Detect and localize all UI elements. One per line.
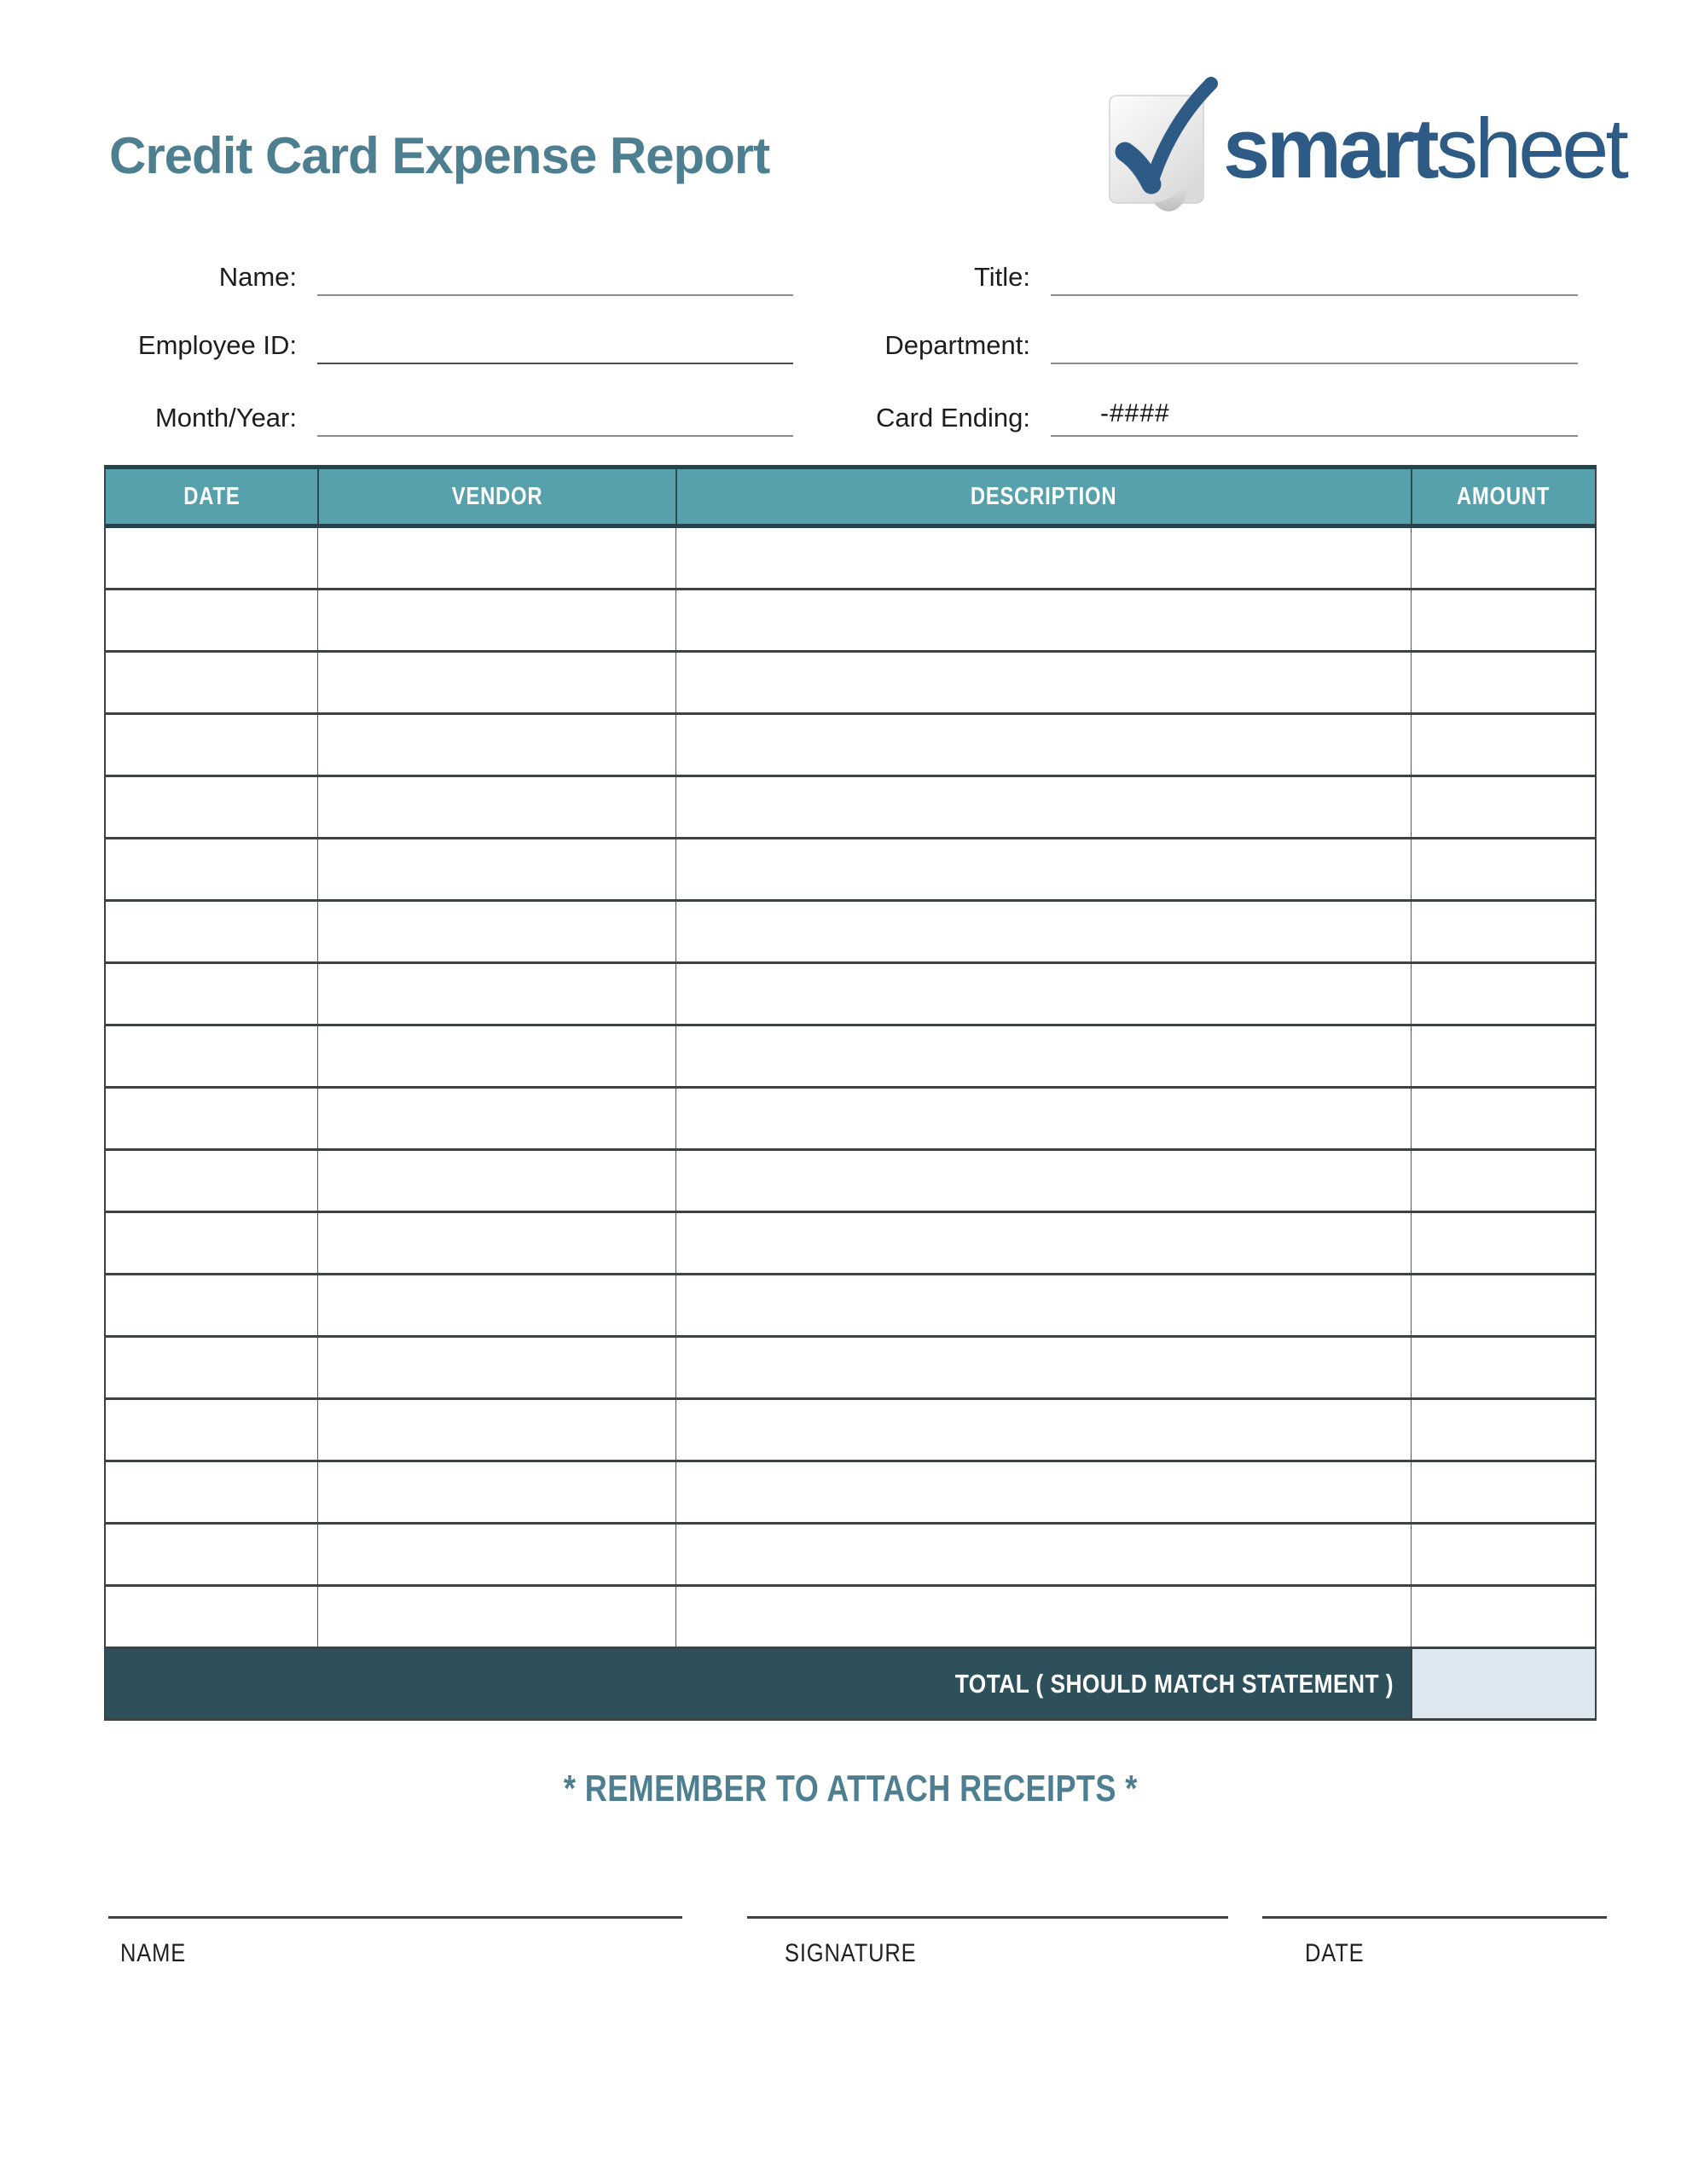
total-row [104,1649,1597,1721]
table-row [104,1525,1597,1587]
table-cell[interactable] [106,1089,317,1148]
table-cell[interactable] [1411,1213,1595,1273]
table-row [104,777,1597,839]
table-cell[interactable] [106,1026,317,1086]
table-cell[interactable] [675,1587,1411,1647]
field-title [843,253,1578,296]
table-cell[interactable] [106,1338,317,1397]
table-cell[interactable] [1411,839,1595,899]
table-cell[interactable] [106,902,317,961]
department-label: Department: [884,330,1030,360]
table-cell[interactable] [675,1400,1411,1460]
table-cell[interactable] [1411,715,1595,775]
table-cell[interactable] [1411,1275,1595,1335]
table-cell[interactable] [1411,1525,1595,1584]
table-row [104,528,1597,590]
smartsheet-logo [1103,73,1626,217]
table-cell[interactable] [317,1400,675,1460]
table-cell[interactable] [675,715,1411,775]
table-cell[interactable] [675,1525,1411,1584]
table-cell[interactable] [1411,1587,1595,1647]
table-row [104,715,1597,777]
card-ending-label: Card Ending: [876,403,1030,433]
card-ending-hint: -#### [1100,399,1170,427]
table-cell[interactable] [675,1026,1411,1086]
field-card-ending [843,394,1578,437]
table-cell[interactable] [106,1587,317,1647]
table-cell[interactable] [317,1525,675,1584]
title-label: Title: [973,262,1030,292]
signature-name-label: NAME [120,1939,187,1967]
table-row [104,1338,1597,1400]
table-cell[interactable] [106,964,317,1024]
wordmark-sheet: sheet [1435,101,1626,195]
table-cell[interactable] [1411,1338,1595,1397]
employee-id-label: Employee ID: [137,330,297,360]
table-cell[interactable] [317,653,675,712]
card-ending-input[interactable] [1051,396,1578,437]
signature-name-line[interactable] [108,1916,682,1968]
table-cell[interactable] [1411,777,1595,837]
table-row [104,1213,1597,1275]
table-cell[interactable] [106,1151,317,1211]
table-cell[interactable] [317,839,675,899]
total-label: TOTAL ( SHOULD MATCH STATEMENT ) [954,1668,1394,1699]
table-cell[interactable] [106,777,317,837]
table-cell[interactable] [106,590,317,650]
table-row [104,653,1597,715]
employee-id-input[interactable] [317,323,793,364]
table-row [104,1587,1597,1649]
table-cell[interactable] [317,1026,675,1086]
total-value-cell[interactable] [1411,1649,1595,1718]
table-row [104,1026,1597,1089]
table-cell[interactable] [1411,653,1595,712]
table-cell[interactable] [317,715,675,775]
header-vendor: VENDOR [317,469,675,524]
table-cell[interactable] [106,1462,317,1522]
table-cell[interactable] [1411,1026,1595,1086]
table-cell[interactable] [675,902,1411,961]
table-cell[interactable] [675,653,1411,712]
table-cell[interactable] [317,1587,675,1647]
table-cell[interactable] [317,902,675,961]
signature-date-label: DATE [1305,1939,1365,1967]
table-cell[interactable] [1411,902,1595,961]
smartsheet-logo-icon [1103,73,1218,217]
table-cell[interactable] [675,590,1411,650]
header-date: DATE [183,482,241,510]
table-cell[interactable] [106,839,317,899]
table-cell[interactable] [1411,964,1595,1024]
table-cell[interactable] [106,653,317,712]
table-row [104,590,1597,653]
table-cell[interactable] [675,839,1411,899]
page-title: Credit Card Expense Report [109,127,770,184]
field-name [104,253,793,296]
table-cell[interactable] [1411,1462,1595,1522]
table-cell[interactable] [675,1213,1411,1273]
field-employee-id [104,322,793,364]
table-cell[interactable] [106,1213,317,1273]
table-row [104,1089,1597,1151]
table-cell[interactable] [1411,528,1595,588]
header-amount: AMOUNT [1411,469,1595,524]
table-cell[interactable] [317,590,675,650]
table-cell[interactable] [317,1151,675,1211]
table-cell[interactable] [106,1400,317,1460]
table-cell[interactable] [675,777,1411,837]
table-row [104,964,1597,1026]
name-input[interactable] [317,255,793,296]
table-body [104,528,1597,1649]
header-description: DESCRIPTION [675,469,1411,524]
table-cell[interactable] [317,1338,675,1397]
month-year-input[interactable] [317,396,793,437]
table-row [104,1400,1597,1462]
table-cell[interactable] [106,1525,317,1584]
table-cell[interactable] [675,1151,1411,1211]
table-cell[interactable] [1411,1400,1595,1460]
table-cell[interactable] [106,715,317,775]
table-row [104,839,1597,902]
table-cell[interactable] [106,528,317,588]
title-input[interactable] [1051,255,1578,296]
table-cell[interactable] [675,1462,1411,1522]
expense-table [104,465,1597,1721]
table-cell[interactable] [675,1275,1411,1335]
signature-sign-label: SIGNATURE [785,1939,917,1967]
table-cell[interactable] [317,777,675,837]
table-cell[interactable] [106,1275,317,1335]
table-row [104,1151,1597,1213]
table-cell[interactable] [1411,1151,1595,1211]
table-header-row [104,465,1597,528]
table-cell[interactable] [675,528,1411,588]
table-cell[interactable] [1411,1089,1595,1148]
department-input[interactable] [1051,323,1578,364]
field-month-year [104,394,793,437]
smartsheet-wordmark [1223,101,1626,195]
table-row [104,1275,1597,1338]
table-row [104,902,1597,964]
wordmark-smart: smart [1223,101,1436,195]
table-cell[interactable] [317,1462,675,1522]
field-department [843,322,1578,364]
signature-date-line[interactable] [1262,1916,1607,1968]
signature-sign-line[interactable] [747,1916,1228,1968]
table-cell[interactable] [675,1089,1411,1148]
table-cell[interactable] [1411,590,1595,650]
table-cell[interactable] [317,1275,675,1335]
table-cell[interactable] [317,528,675,588]
table-cell[interactable] [317,1089,675,1148]
table-cell[interactable] [675,964,1411,1024]
name-label: Name: [218,262,297,292]
table-cell[interactable] [317,964,675,1024]
month-year-label: Month/Year: [154,403,297,433]
table-cell[interactable] [675,1338,1411,1397]
table-cell[interactable] [317,1213,675,1273]
table-row [104,1462,1597,1525]
receipts-reminder-note: * REMEMBER TO ATTACH RECEIPTS * [563,1768,1138,1809]
